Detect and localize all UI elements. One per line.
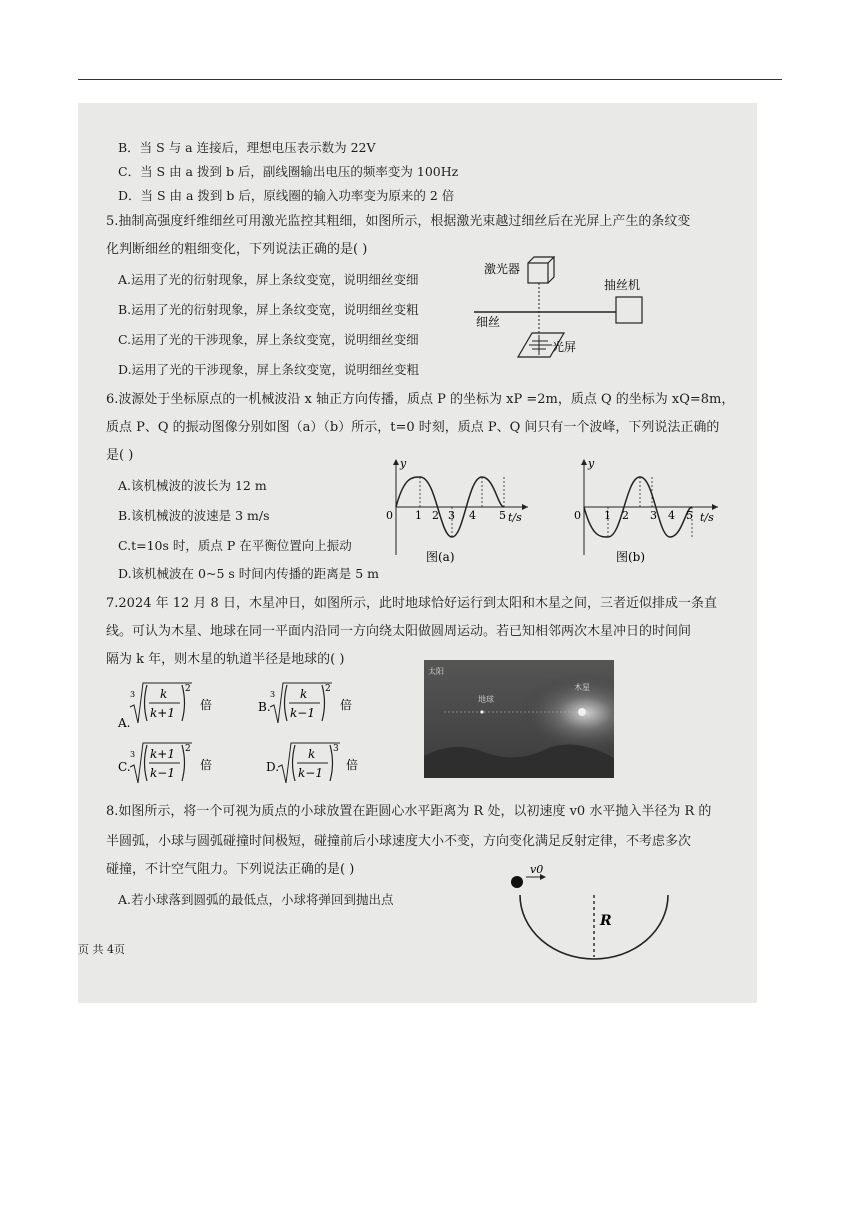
graph-b-x-label: t/s	[700, 511, 714, 524]
q7-option-c-exponent: 2	[185, 744, 191, 754]
wire-label: 细丝	[476, 315, 501, 329]
photo-sun-label: 太阳	[428, 667, 444, 676]
q8-stem-line-3: 碰撞，不计空气阻力。下列说法正确的是( )	[106, 862, 355, 877]
graph-b-tick-0: 0	[574, 509, 581, 522]
q6-option-b: B.该机械波的波速是 3 m/s	[118, 508, 270, 523]
graph-a-y-label: y	[400, 457, 407, 470]
q6-option-d: D.该机械波在 0~5 s 时间内传播的距离是 5 m	[118, 566, 380, 581]
machine-label: 抽丝机	[604, 278, 641, 292]
q5-option-d: D.运用了光的干涉现象，屏上条纹变宽，说明细丝变粗	[118, 362, 420, 377]
graph-a-caption: 图(a)	[426, 550, 455, 564]
q6-stem-line-2: 质点 P、Q 的振动图像分别如图（a）（b）所示，t=0 时刻，质点 P、Q 间只有一个波峰，下列说法正确的	[106, 420, 720, 435]
graph-a-tick-2: 2	[432, 509, 439, 522]
graph-b-tick-1: 1	[604, 509, 611, 522]
q4-option-b: B．当 S 与 a 连接后，理想电压表示数为 22V	[118, 140, 376, 155]
q8-stem-line-2: 半圆弧，小球与圆弧碰撞时间极短，碰撞前后小球速度大小不变，方向变化满足反射定律，不考虑多次	[106, 834, 692, 849]
q5-option-c: C.运用了光的干涉现象，屏上条纹变宽，说明细丝变细	[118, 332, 419, 347]
graph-b-y-label: y	[588, 457, 595, 470]
graph-a-tick-3: 3	[448, 509, 455, 522]
q7-option-a-unit: 倍	[200, 698, 213, 712]
q5-option-a: A.运用了光的衍射现象，屏上条纹变宽，说明细丝变细	[118, 272, 419, 287]
q7-option-d-denominator: k−1	[298, 766, 323, 780]
q7-option-a-root-index: 3	[130, 690, 136, 699]
q7-option-c	[116, 737, 246, 793]
q7-option-a-numerator: k	[160, 687, 168, 701]
graph-b-tick-2: 2	[622, 509, 629, 522]
q7-option-b	[258, 677, 388, 733]
semicircle-bowl-figure	[506, 865, 686, 965]
q4-option-c: C．当 S 由 a 拨到 b 后，副线圈输出电压的频率变为 100Hz	[118, 164, 459, 179]
q5-option-b: B.运用了光的衍射现象，屏上条纹变宽，说明细丝变粗	[118, 302, 419, 317]
q7-option-b-root-index: 3	[270, 690, 276, 699]
q7-option-a	[116, 677, 246, 733]
q6-stem-line-1: 6.波源处于坐标原点的一机械波沿 x 轴正方向传播，质点 P 的坐标为 xP =2m，质点 Q 的坐标为 xQ=8m，	[106, 392, 735, 407]
q7-option-d-unit: 倍	[346, 758, 359, 772]
graph-b-tick-3: 3	[650, 509, 657, 522]
graph-a-tick-1: 1	[415, 509, 422, 522]
v0-label: v0	[530, 865, 544, 876]
jupiter-opposition-photo	[424, 660, 614, 778]
vibration-graph-a	[382, 455, 532, 565]
q7-option-a-denominator: k+1	[150, 706, 175, 720]
q7-option-a-exponent: 2	[185, 684, 191, 694]
q7-option-b-numerator: k	[300, 687, 308, 701]
graph-b-tick-4: 4	[668, 509, 675, 522]
q7-stem-line-3: 隔为 k 年，则木星的轨道半径是地球的( )	[106, 652, 345, 667]
q7-option-c-root-index: 3	[130, 750, 136, 759]
vibration-graph-b	[572, 455, 722, 565]
radius-label: R	[600, 913, 612, 929]
q7-option-c-numerator: k+1	[150, 747, 175, 761]
screen-label: 光屏	[552, 340, 577, 354]
q6-option-a: A.该机械波的波长为 12 m	[118, 478, 267, 493]
q7-option-b-unit: 倍	[340, 698, 353, 712]
q7-stem-line-1: 7.2024 年 12 月 8 日，木星冲日，如图所示，此时地球恰好运行到太阳和木星之间，三者近似排成一条直	[106, 596, 717, 611]
q8-option-a: A.若小球落到圆弧的最低点，小球将弹回到抛出点	[118, 892, 394, 907]
q6-option-c: C.t=10s 时，质点 P 在平衡位置向上振动	[118, 538, 352, 553]
laser-diffraction-figure	[466, 255, 656, 370]
q7-stem-line-2: 线。可认为木星、地球在同一平面内沿同一方向绕太阳做圆周运动。若已知相邻两次木星冲日的时间间	[106, 624, 692, 639]
q5-stem-line-2: 化判断细丝的粗细变化，下列说法正确的是( )	[106, 242, 368, 257]
q7-option-b-exponent: 2	[325, 684, 331, 694]
q7-option-d-exponent: 3	[333, 744, 339, 754]
scanned-page	[78, 103, 757, 1003]
q8-stem-line-1: 8.如图所示，将一个可视为质点的小球放置在距圆心水平距离为 R 处，以初速度 v0 水平抛入半径为 R 的	[106, 804, 712, 819]
q7-option-b-label: B.	[258, 700, 271, 714]
q7-option-c-unit: 倍	[200, 758, 213, 772]
photo-jupiter-label: 木星	[574, 683, 590, 692]
q7-option-c-denominator: k−1	[150, 766, 175, 780]
q7-option-a-label: A.	[118, 716, 131, 730]
graph-b-caption: 图(b)	[616, 550, 646, 564]
laser-label: 激光器	[484, 262, 521, 276]
graph-b-tick-5: 5	[686, 509, 693, 522]
q7-option-c-label: C.	[118, 760, 131, 774]
q7-option-d-numerator: k	[308, 747, 316, 761]
graph-a-tick-0: 0	[386, 509, 393, 522]
q5-stem-line-1: 5.抽制高强度纤维细丝可用激光监控其粗细，如图所示，根据激光束越过细丝后在光屏上产生的条纹变	[106, 214, 691, 229]
q7-option-d-label: D.	[266, 760, 280, 774]
graph-a-x-label: t/s	[508, 511, 522, 524]
q7-option-b-denominator: k−1	[290, 706, 315, 720]
page-footer: 页 共 4页	[78, 943, 125, 956]
photo-earth-label: 地球	[478, 695, 494, 704]
q4-option-d: D．当 S 由 a 拨到 b 后，原线圈的输入功率变为原来的 2 倍	[118, 188, 455, 203]
graph-a-tick-5: 5	[499, 509, 506, 522]
q6-stem-line-3: 是( )	[106, 448, 134, 463]
top-rule	[78, 79, 782, 80]
q7-option-d	[266, 737, 396, 793]
graph-a-tick-4: 4	[469, 509, 476, 522]
